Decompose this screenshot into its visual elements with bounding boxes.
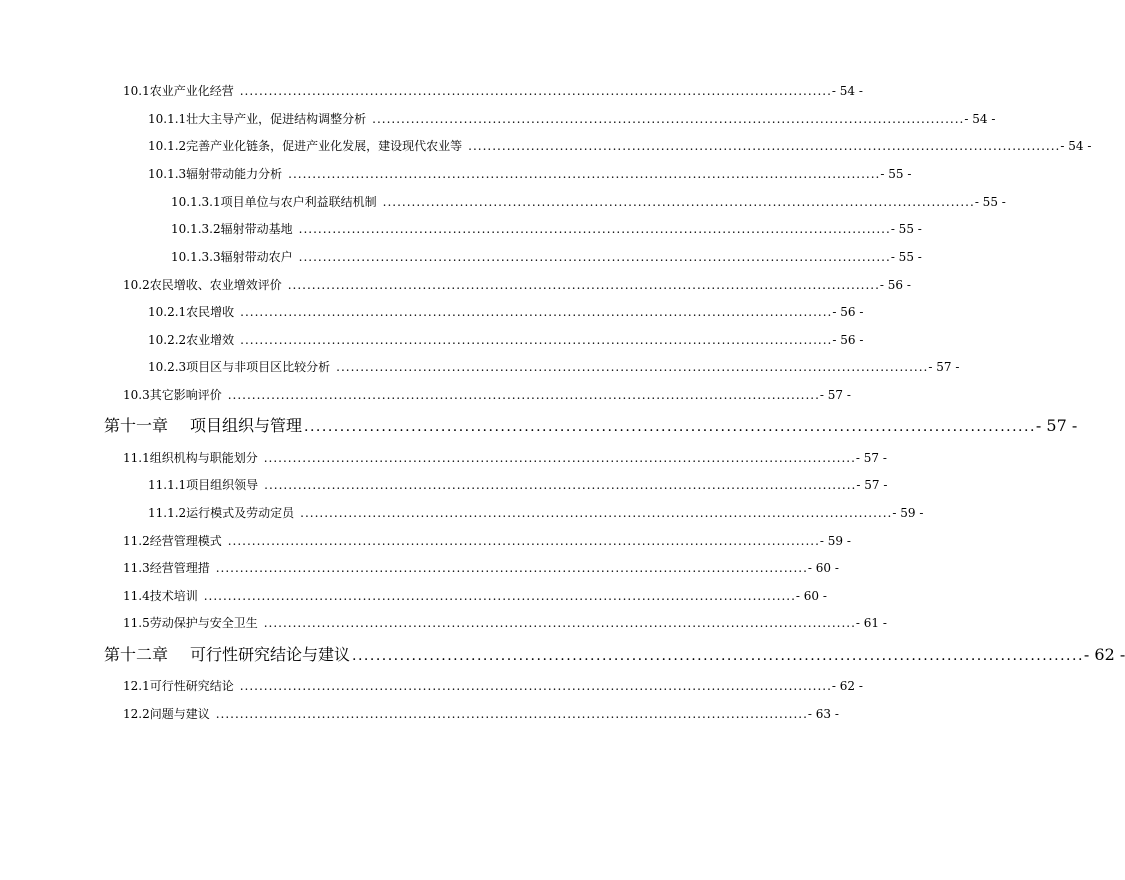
toc-page-number: - 59 - <box>819 534 851 548</box>
toc-entry-title: 11.1组织机构与职能划分 <box>123 451 258 465</box>
toc-page-number: - 60 - <box>807 561 839 575</box>
toc-page-number: - 62 - <box>831 679 863 693</box>
toc-entry-title: 10.1农业产业化经营 <box>123 84 234 98</box>
toc-entry-title: 12.1可行性研究结论 <box>123 679 234 693</box>
toc-page-number: - 57 - <box>855 451 887 465</box>
toc-entry-10-1-1[interactable] <box>148 110 996 127</box>
toc-page-number: - 55 - <box>890 250 922 264</box>
toc-leader: ........................................................................................................................... <box>239 679 832 693</box>
toc-leader: ........................................................................................................................... <box>304 419 1036 435</box>
toc-entry-10-2-1[interactable] <box>148 303 864 320</box>
toc-entry-title: 10.1.3.3辐射带动农户 <box>171 250 293 264</box>
toc-entry-title: 10.2.2农业增效 <box>148 333 235 347</box>
toc-entry-title: 12.2问题与建议 <box>123 707 210 721</box>
toc-entry-title: 11.5劳动保护与安全卫生 <box>123 616 258 630</box>
toc-entry-title: 10.3其它影响评价 <box>123 388 222 402</box>
toc-entry-10-1-3-3[interactable] <box>171 248 922 265</box>
toc-entry-title: 10.1.3辐射带动能力分析 <box>148 167 283 181</box>
toc-page-number: - 54 - <box>831 84 863 98</box>
toc-entry-11-1-1[interactable] <box>148 476 888 493</box>
toc-entry-11-3[interactable] <box>123 559 839 576</box>
toc-entry-title: 10.1.3.1项目单位与农户利益联结机制 <box>171 195 377 209</box>
toc-chapter-12[interactable] <box>104 642 1125 665</box>
toc-chapter-name: 可行性研究结论与建议 <box>190 645 351 664</box>
toc-entry-10-1-3[interactable] <box>148 165 912 182</box>
toc-leader: ........................................................................................................................... <box>372 112 965 126</box>
toc-entry-10-2-2[interactable] <box>148 331 864 348</box>
toc-leader: ........................................................................................................................... <box>264 478 857 492</box>
toc-entry-title: 10.1.2完善产业化链条，促进产业化发展，建设现代农业等 <box>148 139 463 153</box>
toc-entry-title: 11.1.2运行模式及劳动定员 <box>148 506 295 520</box>
toc-chapter-title <box>104 642 350 665</box>
toc-chapter-title <box>104 413 302 436</box>
toc-entry-12-2[interactable] <box>123 705 839 722</box>
toc-page-number: - 57 - <box>928 360 960 374</box>
toc-page-number: - 54 - <box>1060 139 1092 153</box>
toc-page-number: - 56 - <box>832 333 864 347</box>
toc-leader: ........................................................................................................................... <box>227 388 820 402</box>
toc-entry-title: 11.2经营管理模式 <box>123 534 222 548</box>
toc-leader: ........................................................................................................................... <box>352 648 1084 664</box>
toc-leader: ........................................................................................................................... <box>336 360 929 374</box>
toc-page-number: - 59 - <box>892 506 924 520</box>
toc-leader: ........................................................................................................................... <box>287 278 880 292</box>
toc-page-number: - 54 - <box>964 112 996 126</box>
toc-leader: ........................................................................................................................... <box>263 616 856 630</box>
toc-entry-title: 10.1.3.2辐射带动基地 <box>171 222 293 236</box>
toc-leader: ........................................................................................................................... <box>382 195 975 209</box>
toc-entry-10-1[interactable] <box>123 82 863 99</box>
toc-leader: ........................................................................................................................... <box>203 589 796 603</box>
toc-leader: ........................................................................................................................... <box>227 534 820 548</box>
toc-page-number: - 61 - <box>855 616 887 630</box>
toc-entry-11-1-2[interactable] <box>148 504 924 521</box>
toc-entry-title: 10.2农民增收、农业增效评价 <box>123 278 282 292</box>
toc-page-number: - 55 - <box>974 195 1006 209</box>
toc-entry-10-1-3-2[interactable] <box>171 220 922 237</box>
toc-leader: ........................................................................................................................... <box>300 506 893 520</box>
toc-entry-12-1[interactable] <box>123 677 863 694</box>
toc-page-number: - 55 - <box>880 167 912 181</box>
toc-page-number: - 56 - <box>832 305 864 319</box>
toc-entry-title: 10.2.3项目区与非项目区比较分析 <box>148 360 331 374</box>
toc-entry-title: 11.3经营管理措 <box>123 561 210 575</box>
toc-page-number: - 60 - <box>795 589 827 603</box>
toc-page-number: - 57 - <box>819 388 851 402</box>
toc-entry-title: 10.2.1农民增收 <box>148 305 235 319</box>
toc-leader: ........................................................................................................................... <box>288 167 881 181</box>
toc-entry-10-2-3[interactable] <box>148 358 960 375</box>
toc-leader: ........................................................................................................................... <box>298 222 891 236</box>
toc-leader: ........................................................................................................................... <box>240 305 833 319</box>
toc-chapter-number: 第十一章 <box>104 416 169 435</box>
toc-chapter-name: 项目组织与管理 <box>190 416 303 435</box>
toc-leader: ........................................................................................................................... <box>239 84 832 98</box>
toc-entry-11-5[interactable] <box>123 614 887 631</box>
toc-leader: ........................................................................................................................... <box>263 451 856 465</box>
toc-page-number: - 57 - <box>856 478 888 492</box>
toc-page-number: - 56 - <box>879 278 911 292</box>
toc-leader: ........................................................................................................................... <box>298 250 891 264</box>
toc-page-number: - 55 - <box>890 222 922 236</box>
toc-leader: ........................................................................................................................... <box>215 707 808 721</box>
toc-leader: ........................................................................................................................... <box>468 139 1061 153</box>
toc-leader: ........................................................................................................................... <box>240 333 833 347</box>
toc-entry-10-1-3-1[interactable] <box>171 193 1006 210</box>
toc-page-number: - 62 - <box>1083 645 1125 664</box>
toc-entry-10-3[interactable] <box>123 386 851 403</box>
toc-page-number: - 63 - <box>807 707 839 721</box>
toc-entry-11-1[interactable] <box>123 449 887 466</box>
toc-entry-11-4[interactable] <box>123 587 827 604</box>
toc-leader: ........................................................................................................................... <box>215 561 808 575</box>
toc-entry-10-1-2[interactable] <box>148 137 1092 154</box>
toc-chapter-number: 第十二章 <box>104 645 169 664</box>
toc-chapter-11[interactable] <box>104 413 1078 436</box>
toc-entry-11-2[interactable] <box>123 532 851 549</box>
toc-entry-title: 11.4技术培训 <box>123 589 198 603</box>
toc-entry-title: 10.1.1壮大主导产业，促进结构调整分析 <box>148 112 367 126</box>
toc-entry-title: 11.1.1项目组织领导 <box>148 478 259 492</box>
toc-page-number: - 57 - <box>1035 416 1078 435</box>
toc-entry-10-2[interactable] <box>123 276 911 293</box>
